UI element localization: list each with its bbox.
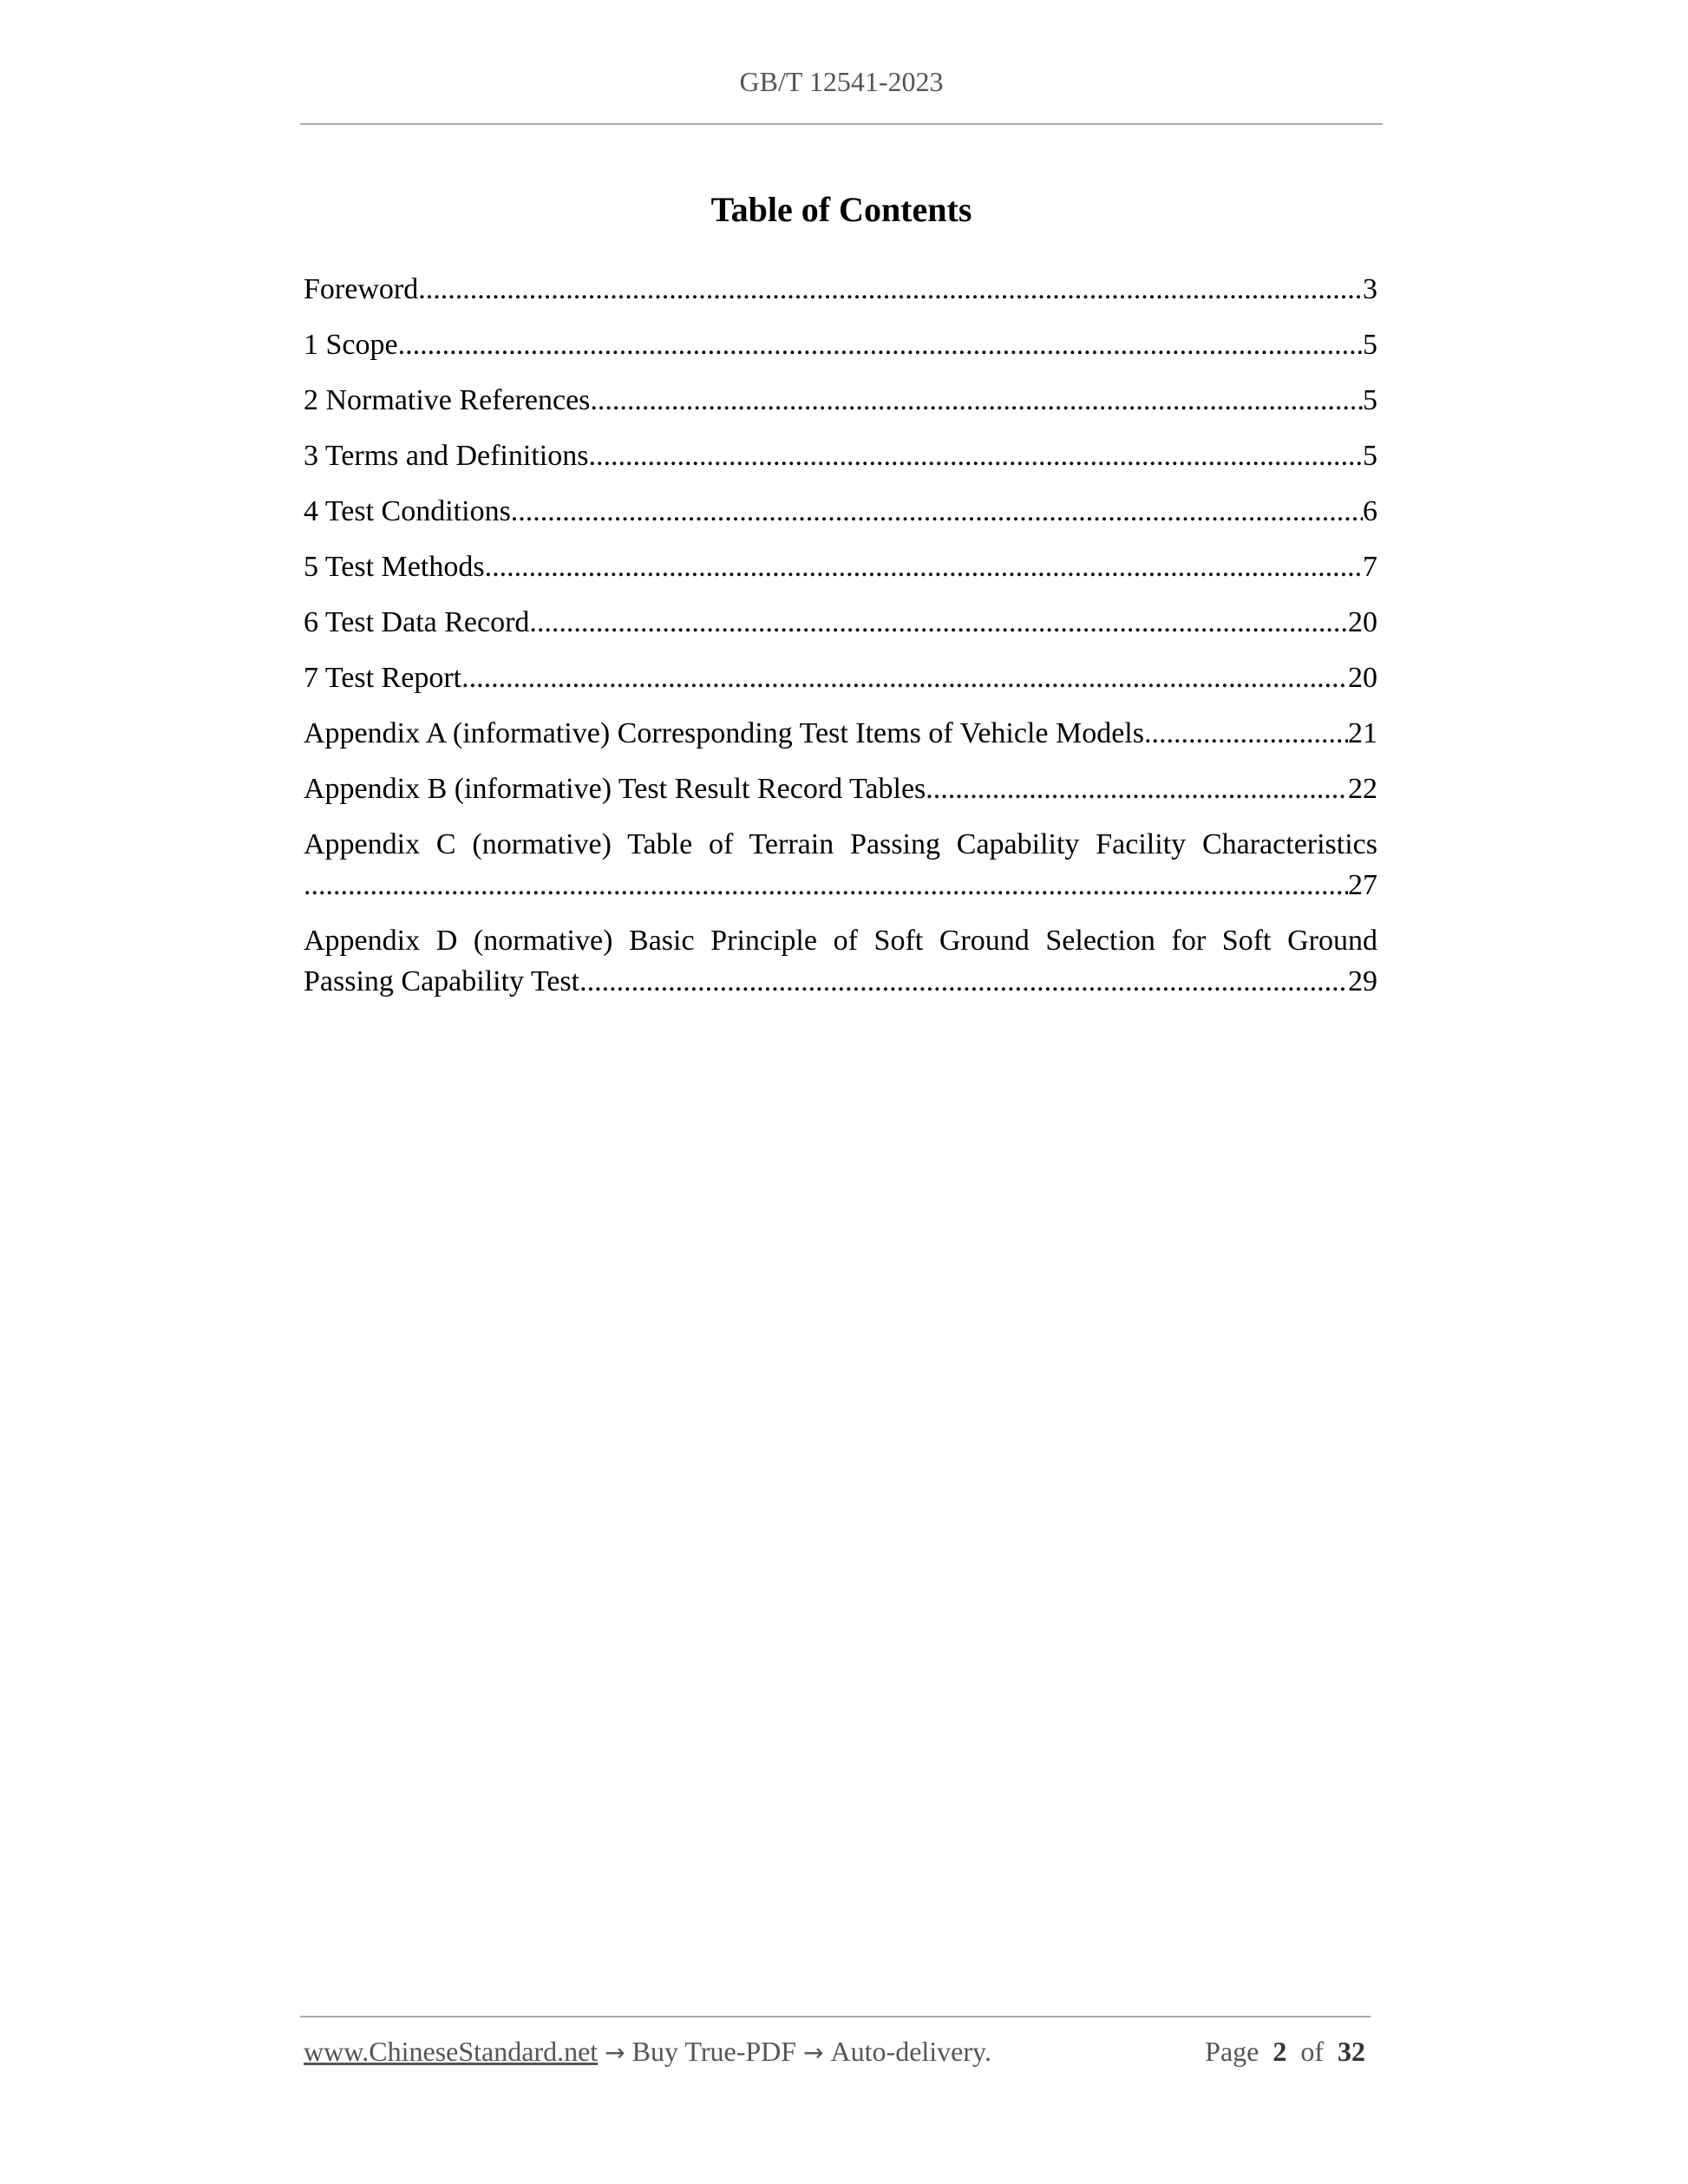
toc-entry-foreword[interactable] (304, 269, 1377, 310)
toc-leader-dots (398, 324, 1363, 365)
running-header: GB/T 12541-2023 (739, 66, 944, 97)
toc-entry-label: 1 Scope (304, 329, 398, 361)
toc-leader-dots (926, 768, 1348, 809)
toc-entry-label: Appendix D (normative) Basic Principle of Soft Ground Selection for Soft Ground (304, 925, 1377, 957)
total-pages: 32 (1338, 2036, 1365, 2067)
toc-entry-test-data-record[interactable] (304, 602, 1377, 643)
toc-entry-appendix-b[interactable] (304, 768, 1377, 809)
toc-entry-label: 6 Test Data Record (304, 606, 530, 638)
site-link[interactable]: www.ChineseStandard.net (304, 2036, 599, 2067)
toc-entry-label: 7 Test Report (304, 662, 462, 694)
toc-entry-page: 6 (1363, 495, 1377, 527)
toc-leader-dots (588, 435, 1363, 476)
toc-entry-page: 5 (1363, 440, 1377, 472)
toc-entry-scope[interactable] (304, 324, 1377, 365)
table-of-contents (304, 269, 1377, 1017)
toc-entry-label: Appendix A (informative) Corresponding Test Items of Vehicle Models (304, 717, 1144, 749)
auto-delivery-text: Auto-delivery. (830, 2036, 991, 2067)
toc-entry-test-conditions[interactable] (304, 491, 1377, 532)
toc-entry-page: 22 (1348, 773, 1377, 805)
toc-entry-label: Appendix C (normative) Table of Terrain Passing Capability Facility Characteristics (304, 828, 1377, 860)
toc-entry-appendix-c[interactable] (304, 824, 1377, 906)
buy-true-pdf-text: Buy True-PDF (631, 2036, 797, 2067)
toc-entry-page: 20 (1348, 606, 1377, 638)
toc-entry-page: 21 (1348, 717, 1377, 749)
toc-leader-dots (529, 602, 1348, 643)
toc-leader-dots (418, 269, 1363, 310)
toc-entry-page: 29 (1348, 965, 1377, 997)
toc-entry-page: 20 (1348, 662, 1377, 694)
toc-leader-dots (590, 380, 1363, 421)
toc-entry-label: 3 Terms and Definitions (304, 440, 589, 472)
page-label: Page (1205, 2036, 1259, 2067)
of-label: of (1300, 2036, 1324, 2067)
toc-leader-dots (304, 865, 1348, 906)
toc-entry-label: Appendix B (informative) Test Result Record Tables (304, 773, 926, 805)
toc-entry-label: 4 Test Conditions (304, 495, 511, 527)
footer-promo (304, 2035, 991, 2068)
arrow-right-icon: → (605, 2038, 625, 2067)
toc-leader-dots (579, 961, 1348, 1002)
current-page: 2 (1273, 2036, 1287, 2067)
toc-entry-test-methods[interactable] (304, 546, 1377, 587)
toc-leader-dots (461, 657, 1348, 698)
toc-entry-test-report[interactable] (304, 657, 1377, 698)
toc-entry-page: 7 (1363, 551, 1377, 583)
header-divider (300, 123, 1383, 125)
toc-entry-page: 3 (1363, 273, 1377, 305)
toc-entry-page: 5 (1363, 329, 1377, 361)
toc-leader-dots (485, 546, 1363, 587)
page-number (1205, 2035, 1365, 2068)
toc-entry-label: 5 Test Methods (304, 551, 485, 583)
toc-entry-label-continued: Passing Capability Test (304, 965, 580, 997)
toc-entry-page: 5 (1363, 384, 1377, 416)
toc-title: Table of Contents (710, 190, 972, 229)
toc-entry-appendix-a[interactable] (304, 713, 1377, 754)
toc-entry-normative-references[interactable] (304, 380, 1377, 421)
arrow-right-icon: → (803, 2038, 824, 2067)
toc-entry-terms-definitions[interactable] (304, 435, 1377, 476)
toc-entry-page: 27 (1348, 869, 1377, 901)
toc-entry-label: 2 Normative References (304, 384, 591, 416)
footer-divider (300, 2016, 1371, 2017)
toc-entry-appendix-d[interactable] (304, 920, 1377, 1002)
toc-leader-dots (1144, 713, 1348, 754)
toc-leader-dots (511, 491, 1363, 532)
toc-entry-label: Foreword (304, 273, 419, 305)
